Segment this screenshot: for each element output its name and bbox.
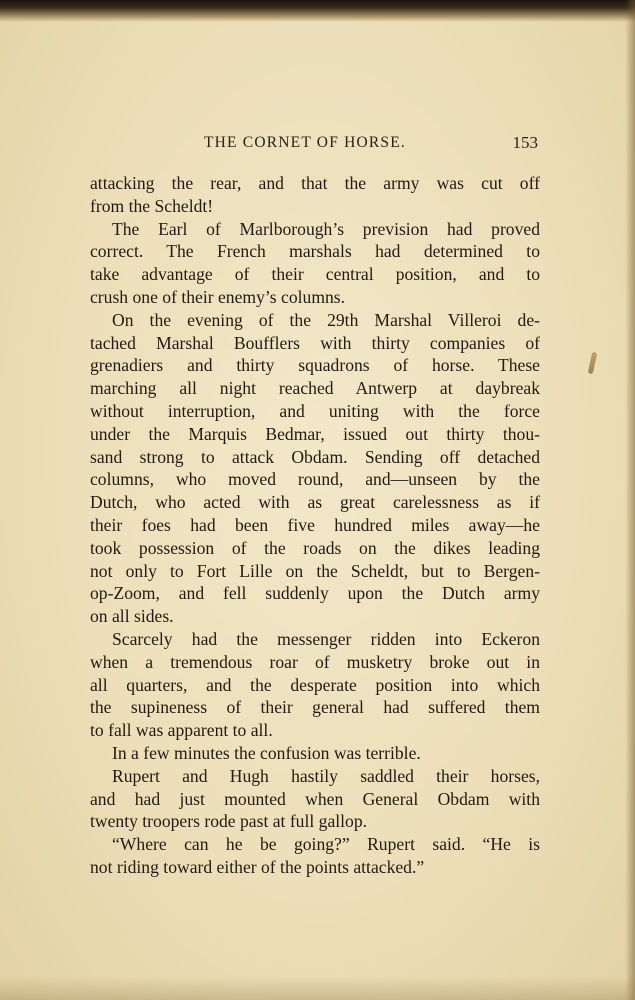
text-line: on all sides. xyxy=(90,606,174,627)
text-line: “Where can he be going?” Rupert said. “He is xyxy=(112,834,540,855)
page-header xyxy=(90,134,540,158)
text-line: marching all night reached Antwerp at daybreak xyxy=(90,378,540,399)
page-top-shadow xyxy=(0,0,635,22)
text-line: the supineness of their general had suffered them xyxy=(90,697,540,718)
page-bottom-shadow xyxy=(0,976,635,1000)
text-line: sand strong to attack Obdam. Sending off detached xyxy=(90,446,540,467)
page-number: 153 xyxy=(512,133,538,152)
text-line: Scarcely had the messenger ridden into Eckeron xyxy=(112,628,540,649)
page-right-shadow xyxy=(625,0,635,1000)
text-line: from the Scheldt! xyxy=(90,195,214,216)
text-line: tached Marshal Boufflers with thirty companies of xyxy=(90,332,540,353)
text-line: took possession of the roads on the dikes leading xyxy=(90,537,540,558)
text-line: to fall was apparent to all. xyxy=(90,720,273,741)
text-line: columns, who moved round, and—unseen by the xyxy=(90,469,540,490)
text-line: op-Zoom, and fell suddenly upon the Dutch army xyxy=(90,583,540,604)
text-line: correct. The French marshals had determined to xyxy=(90,241,540,262)
text-line: twenty troopers rode past at full gallop. xyxy=(90,811,368,832)
text-line: not riding toward either of the points attacked.” xyxy=(90,856,425,877)
text-line: attacking the rear, and that the army was cut off xyxy=(90,173,540,193)
text-line: grenadiers and thirty squadrons of horse. These xyxy=(90,355,540,376)
text-line: Rupert and Hugh hastily saddled their horses, xyxy=(112,765,540,786)
running-head: THE CORNET OF HORSE. xyxy=(204,134,406,151)
margin-stain-mark xyxy=(588,352,597,375)
text-line: all quarters, and the desperate position into which xyxy=(90,674,540,695)
text-line: take advantage of their central position, and to xyxy=(90,264,540,285)
text-line: not only to Fort Lille on the Scheldt, but to Bergen- xyxy=(90,560,540,581)
text-line: On the evening of the 29th Marshal Villeroi de- xyxy=(112,309,540,330)
text-line: Dutch, who acted with as great carelessness as if xyxy=(90,492,540,513)
text-line: and had just mounted when General Obdam with xyxy=(90,788,540,809)
text-line: In a few minutes the confusion was terrible. xyxy=(112,742,421,763)
text-line: The Earl of Marlborough’s prevision had proved xyxy=(112,218,540,239)
body-text xyxy=(90,172,540,879)
text-line: under the Marquis Bedmar, issued out thirty thou- xyxy=(90,423,540,444)
text-line: when a tremendous roar of musketry broke out in xyxy=(90,651,540,672)
text-line: without interruption, and uniting with the force xyxy=(90,400,540,421)
text-line: their foes had been five hundred miles away—he xyxy=(90,514,540,535)
text-line: crush one of their enemy’s columns. xyxy=(90,286,346,307)
